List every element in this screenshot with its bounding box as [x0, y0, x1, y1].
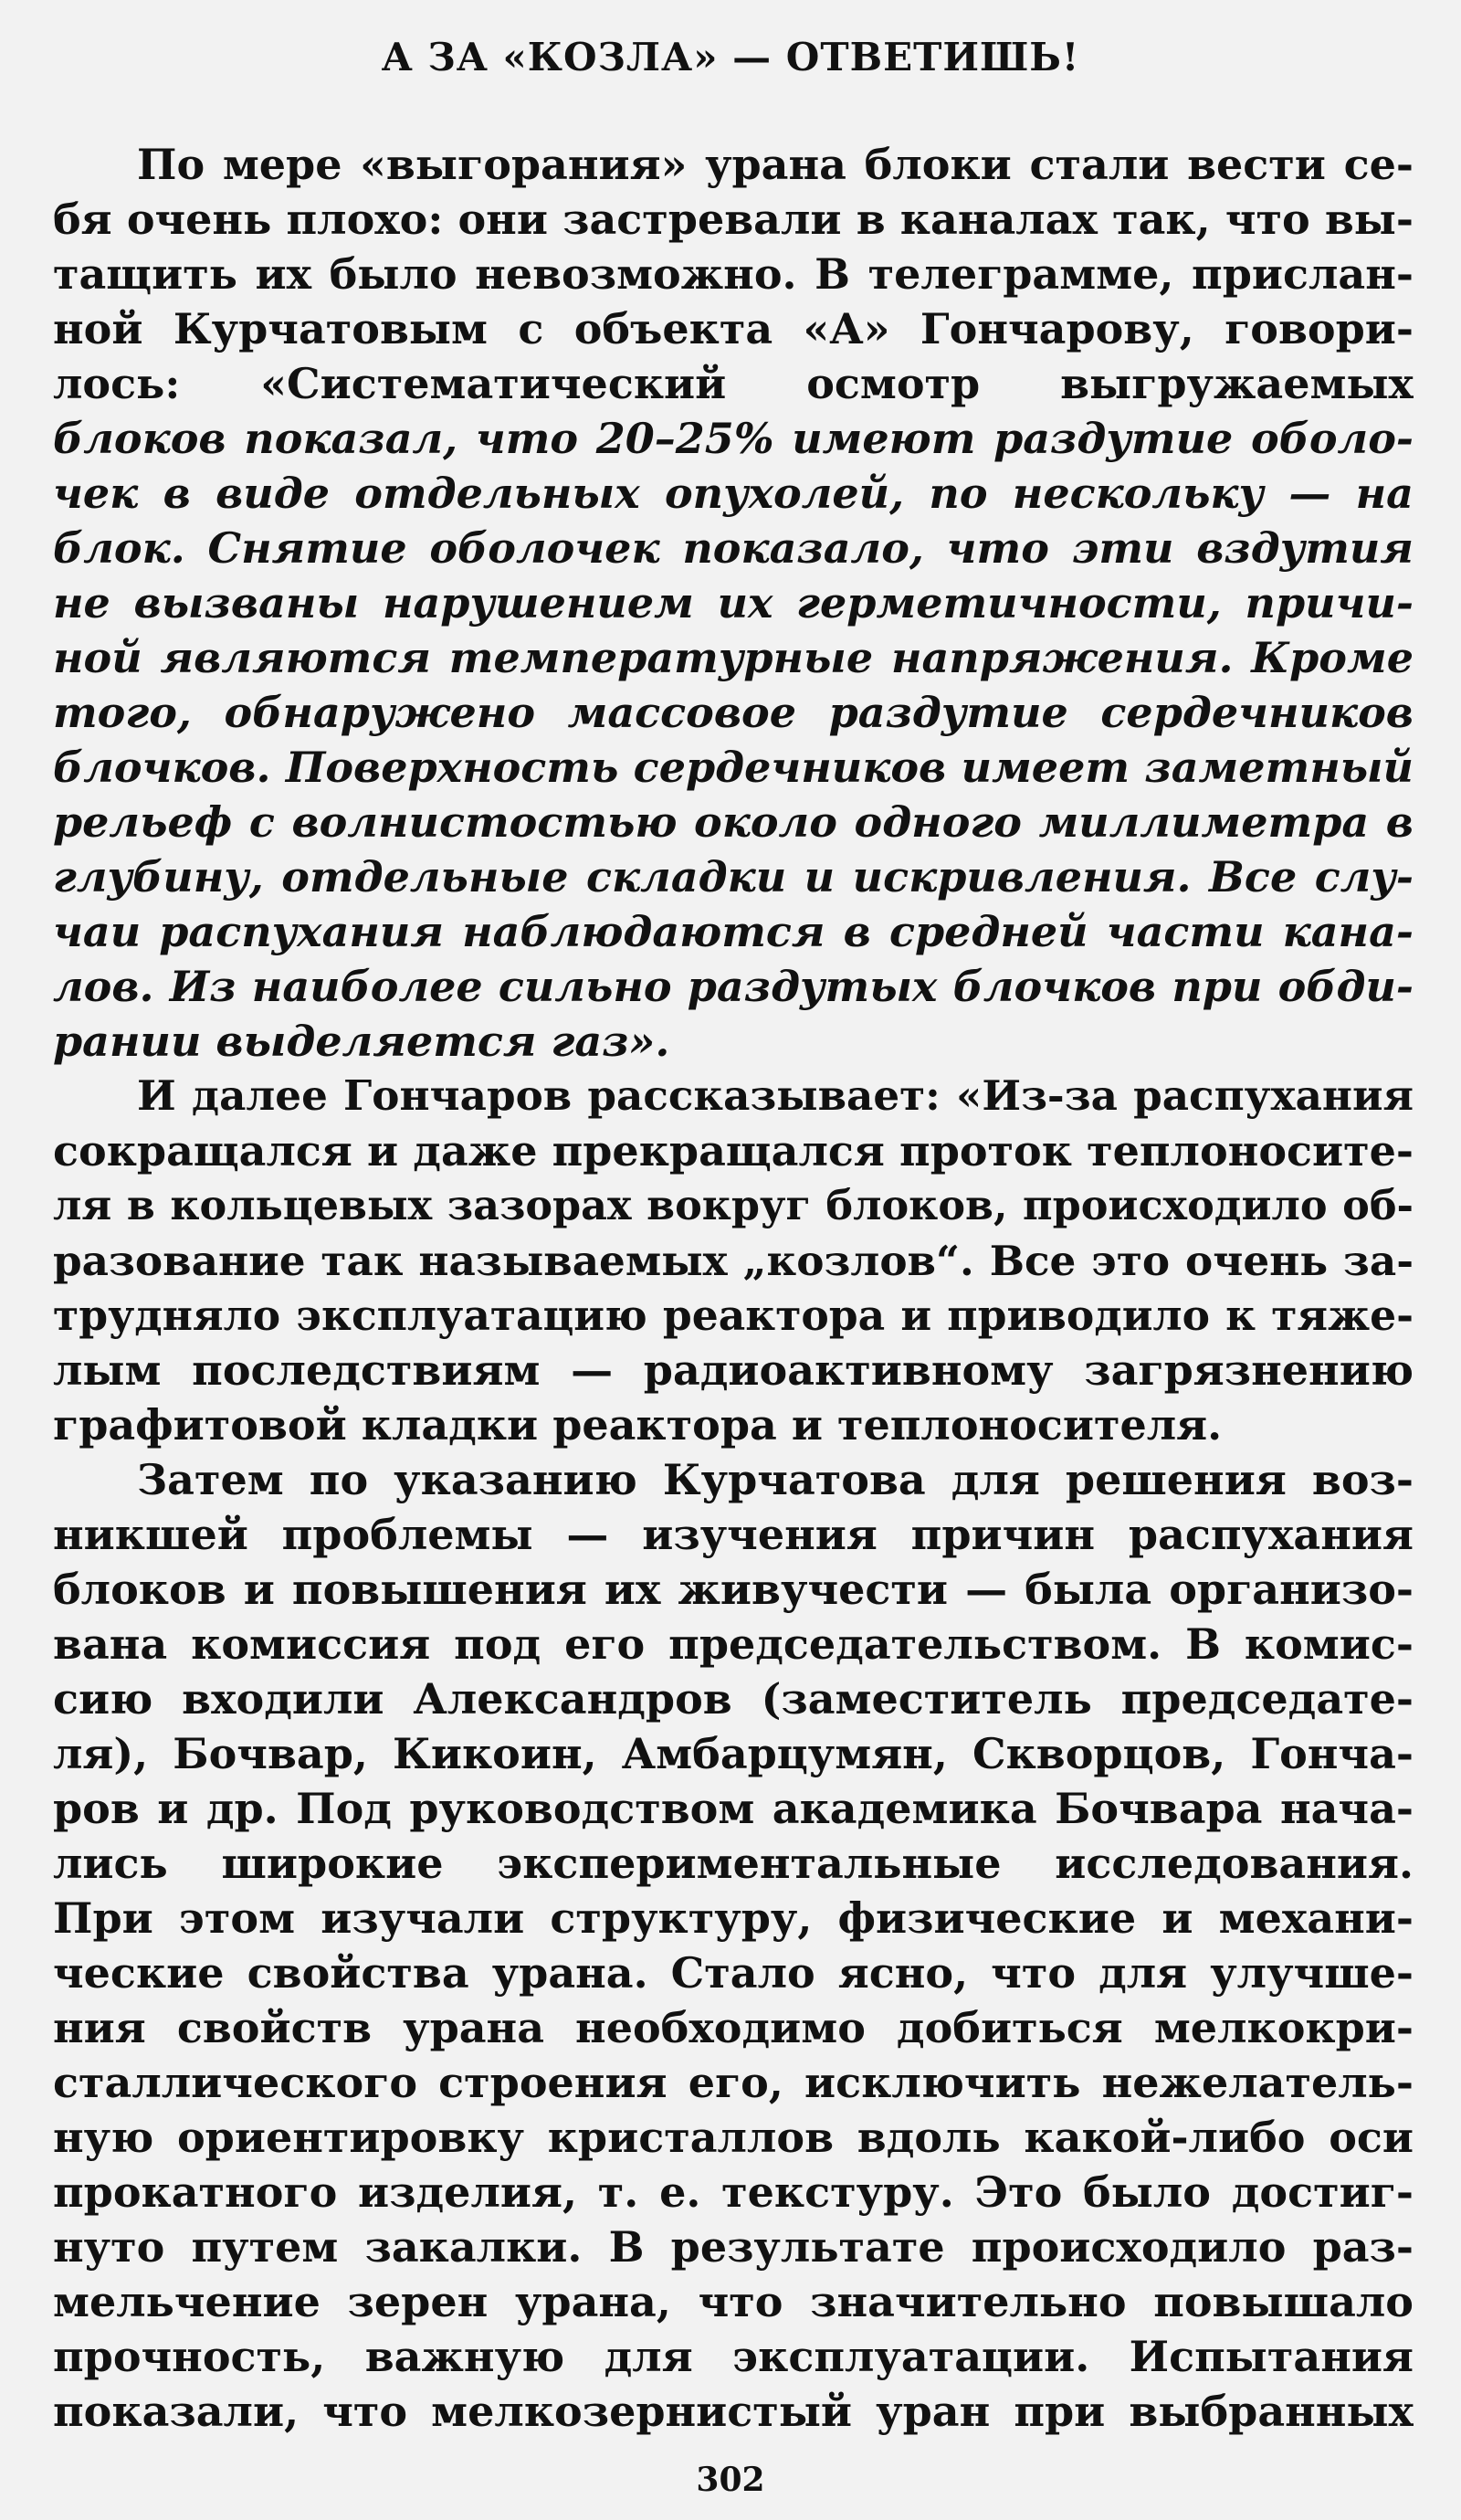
text-line: бя очень плохо: они застревали в каналах так, что вы- [53, 195, 1414, 244]
text-line: При этом изучали структуру, физические и механи- [53, 1893, 1414, 1943]
text-line: трудняло эксплуатацию реактора и приводило к тяже- [53, 1291, 1414, 1340]
text-line: ля в кольцевых зазорах вокруг блоков, происходило об- [53, 1182, 1414, 1229]
text-line: чек в виде отдельных опухолей, по нескольку — на [53, 469, 1414, 518]
text-line: Затем по указанию Курчатова для решения воз- [137, 1455, 1414, 1504]
text-line: прокатного изделия, т. е. текстуру. Это было достиг- [53, 2167, 1414, 2217]
text-line: лись широкие экспериментальные исследования. [53, 1839, 1414, 1888]
text-line: показали, что мелкозернистый уран при выбранных [53, 2387, 1414, 2436]
text-line: ной являются температурные напряжения. Кроме [53, 633, 1414, 682]
text-line: ля), Бочвар, Кикоин, Амбарцумян, Скворцов, Гонча- [53, 1729, 1414, 1778]
page-number: 302 [696, 2461, 765, 2499]
text-line: блочков. Поверхность сердечников имеет заметный [53, 743, 1414, 792]
text-line: И далее Гончаров рассказывает: «Из-за распухания [137, 1071, 1414, 1120]
text-line: рании выделяется газ». [53, 1017, 670, 1066]
text-line: чаи распухания наблюдаются в средней части кана- [53, 907, 1414, 956]
text-line: лось: «Систематический осмотр выгружаемых [53, 359, 1414, 408]
text-line: сталлического строения его, исключить нежелатель- [53, 2058, 1414, 2107]
text-line: мельчение зерен урана, что значительно повышало [53, 2277, 1414, 2326]
chapter-title: А ЗА «КОЗЛА» — ОТВЕТИШЬ! [381, 35, 1080, 79]
text-line: прочность, важную для эксплуатации. Испытания [53, 2332, 1414, 2381]
text-line: никшей проблемы — изучения причин распухания [53, 1510, 1414, 1559]
text-line: ную ориентировку кристаллов вдоль какой-либо оси [53, 2113, 1414, 2162]
text-line: По мере «выгорания» урана блоки стали вести се- [137, 140, 1414, 189]
text-line: ческие свойства урана. Стало ясно, что для улучше- [53, 1948, 1414, 1998]
text-line: ния свойств урана необходимо добиться мелкокри- [53, 2003, 1414, 2052]
text-line: ной Курчатовым с объекта «А» Гончарову, говори- [53, 304, 1414, 353]
text-line: графитовой кладки реактора и теплоносителя. [53, 1400, 1223, 1450]
text-line: тащить их было невозможно. В телеграмме, прислан- [53, 249, 1414, 299]
text-line: сокращался и даже прекращался проток теплоносите- [53, 1126, 1414, 1176]
text-line: разование так называемых „козлов“. Все это очень за- [53, 1236, 1414, 1285]
text-line: вана комиссия под его председательством. В комис- [53, 1619, 1414, 1669]
text-line: того, обнаружено массовое раздутие сердечников [53, 688, 1414, 737]
text-line: нуто путем закалки. В результате происходило раз- [53, 2222, 1414, 2272]
text-line: ров и др. Под руководством академика Бочвара нача- [53, 1784, 1414, 1833]
text-line: лов. Из наиболее сильно раздутых блочков при обди- [53, 962, 1414, 1011]
text-line: не вызваны нарушением их герметичности, причи- [53, 578, 1414, 627]
text-line: рельеф с волнистостью около одного миллиметра в [53, 797, 1414, 847]
body-text [53, 137, 1414, 2439]
text-line: сию входили Александров (заместитель председате- [53, 1674, 1414, 1724]
text-line: блоков показал, что 20–25% имеют раздутие оболо- [53, 414, 1414, 463]
text-line: блок. Снятие оболочек показало, что эти вздутия [53, 523, 1414, 573]
text-line: глубину, отдельные складки и искривления. Все слу- [53, 852, 1414, 902]
text-line: лым последствиям — радиоактивному загрязнению [53, 1345, 1414, 1395]
text-line: блоков и повышения их живучести — была организо- [53, 1565, 1414, 1614]
